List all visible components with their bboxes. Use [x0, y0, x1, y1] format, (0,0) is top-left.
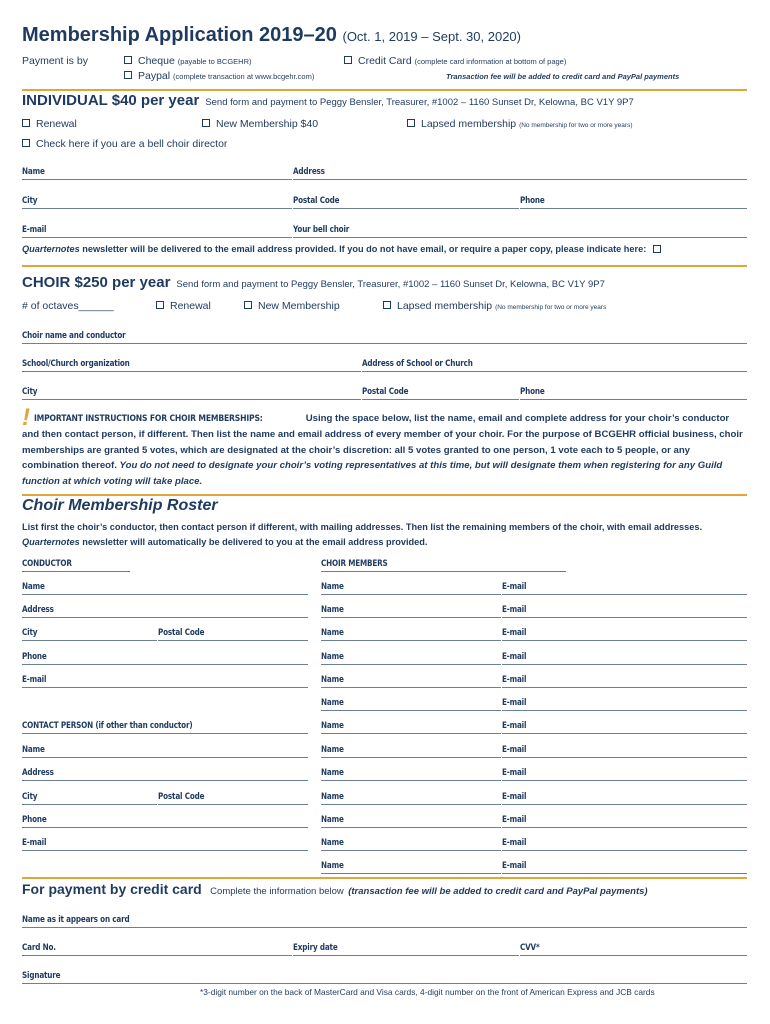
individual-name-field[interactable] — [22, 160, 292, 180]
checkbox-icon[interactable] — [22, 139, 30, 147]
contact-phone-field[interactable] — [22, 808, 308, 828]
newsletter-title: Quarternotes — [22, 244, 80, 254]
exclamation-icon: ! — [22, 404, 30, 431]
field-label: E-mail — [502, 815, 527, 825]
conductor-city-field[interactable] — [22, 621, 157, 641]
checkbox-icon[interactable] — [344, 56, 352, 64]
field-label: Name as it appears on card — [22, 915, 130, 925]
newsletter-title: Quarternotes — [22, 537, 80, 547]
field-label: Address of School or Church — [362, 359, 473, 369]
field-label: Name — [321, 768, 344, 778]
column-header: CHOIR MEMBERS — [321, 559, 388, 569]
checkbox-icon[interactable] — [156, 301, 164, 309]
field-label: Name — [321, 675, 344, 685]
field-label: E-mail — [502, 768, 527, 778]
individual-phone-field[interactable] — [520, 189, 747, 209]
fee-note: Transaction fee will be added to credit card and PayPal payments — [446, 72, 680, 81]
conductor-email-field[interactable] — [22, 668, 308, 688]
member-email-field[interactable] — [502, 668, 747, 688]
divider — [22, 265, 747, 267]
member-email-field[interactable] — [502, 738, 747, 758]
field-label: Address — [22, 605, 54, 615]
payment-label: Payment is by — [22, 55, 88, 67]
conductor-address-field[interactable] — [22, 598, 308, 618]
checkbox-icon[interactable] — [22, 119, 30, 127]
member-email-field[interactable] — [502, 645, 747, 665]
field-label: Expiry date — [293, 943, 338, 953]
member-name-field[interactable] — [321, 738, 501, 758]
member-name-field[interactable] — [321, 854, 501, 874]
individual-renewal-option[interactable] — [22, 118, 77, 130]
field-label: Address — [293, 167, 325, 177]
member-email-field[interactable] — [502, 598, 747, 618]
section-label: CONTACT PERSON (if other than conductor) — [22, 721, 193, 731]
member-email-field[interactable] — [502, 854, 747, 874]
instructions-voting-note: You do not need to designate your choir’s voting representatives at this time, but will designate them when registering for any Guild function at which voting will take place. — [22, 460, 723, 487]
choir-lapsed-option[interactable] — [383, 300, 606, 312]
field-label: E-mail — [502, 582, 527, 592]
checkbox-icon[interactable] — [124, 71, 132, 79]
lapsed-note: (No membership for two or more years — [495, 304, 607, 311]
newsletter-note — [22, 244, 667, 254]
choir-postal-field[interactable] — [362, 380, 519, 400]
paper-copy-checkbox[interactable] — [653, 245, 661, 253]
field-label: E-mail — [502, 675, 527, 685]
field-label: E-mail — [502, 605, 527, 615]
roster-heading: Choir Membership Roster — [22, 497, 218, 514]
field-label: School/Church organization — [22, 359, 130, 369]
card-name-field[interactable] — [22, 908, 747, 928]
column-header: CONDUCTOR — [22, 559, 72, 569]
field-label: E-mail — [502, 628, 527, 638]
field-label: Card No. — [22, 943, 56, 953]
field-label: Your bell choir — [293, 225, 350, 235]
field-label: Choir name and conductor — [22, 331, 126, 341]
field-label: Signature — [22, 971, 61, 981]
members-header — [321, 552, 566, 572]
cvv-footnote: *3-digit number on the back of MasterCard and Visa cards, 4-digit number on the front of American Express and JCB cards — [200, 987, 655, 997]
member-name-field[interactable] — [321, 785, 501, 805]
field-label: E-mail — [502, 745, 527, 755]
member-name-field[interactable] — [321, 808, 501, 828]
paypal-note: (complete transaction at www.bcgehr.com) — [173, 72, 315, 81]
member-name-field[interactable] — [321, 761, 501, 781]
individual-address-field[interactable] — [293, 160, 747, 180]
field-label: City — [22, 196, 38, 206]
field-label: E-mail — [502, 721, 527, 731]
field-label: Name — [321, 652, 344, 662]
field-label: E-mail — [502, 861, 527, 871]
choir-name-field[interactable] — [22, 324, 747, 344]
contact-address-field[interactable] — [22, 761, 308, 781]
checkbox-icon[interactable] — [124, 56, 132, 64]
individual-email-field[interactable] — [22, 218, 292, 238]
field-label: Name — [22, 582, 45, 592]
bell-director-label: Check here if you are a bell choir director — [36, 138, 228, 150]
conductor-header — [22, 552, 130, 572]
choir-renewal-option[interactable] — [156, 300, 211, 312]
field-label: Name — [321, 721, 344, 731]
member-name-field[interactable] — [321, 598, 501, 618]
card-cvv-field[interactable] — [520, 936, 747, 956]
field-label: E-mail — [22, 838, 47, 848]
individual-city-field[interactable] — [22, 189, 292, 209]
member-email-field[interactable] — [502, 714, 747, 734]
member-email-field[interactable] — [502, 785, 747, 805]
card-note: Complete the information below — [210, 886, 344, 897]
cheque-label: Cheque — [138, 55, 175, 67]
choir-city-field[interactable] — [22, 380, 361, 400]
field-label: E-mail — [22, 675, 47, 685]
school-field[interactable] — [22, 352, 361, 372]
member-email-field[interactable] — [502, 621, 747, 641]
card-expiry-field[interactable] — [293, 936, 519, 956]
field-label: E-mail — [502, 792, 527, 802]
new-membership-label: New Membership $40 — [216, 118, 319, 130]
conductor-name-field[interactable] — [22, 575, 308, 595]
individual-postal-field[interactable] — [293, 189, 519, 209]
checkbox-icon[interactable] — [407, 119, 415, 127]
field-label: E-mail — [502, 652, 527, 662]
contact-email-field[interactable] — [22, 831, 308, 851]
individual-heading-text: INDIVIDUAL $40 per year — [22, 92, 200, 109]
field-label: City — [22, 792, 38, 802]
field-label: City — [22, 387, 38, 397]
form-title: Membership Application 2019–20 — [22, 24, 337, 46]
member-email-field[interactable] — [502, 831, 747, 851]
choir-new-option[interactable] — [244, 300, 340, 312]
contact-city-field[interactable] — [22, 785, 157, 805]
newsletter-text: newsletter will be delivered to the email address provided. If you do not have email, or require a paper copy, please indicate here: — [79, 244, 647, 254]
bell-director-option[interactable] — [22, 138, 227, 150]
individual-instruction: Send form and payment to Peggy Bensler, Treasurer, #1002 – 1160 Sunset Dr, Kelowna, BC V1Y 9P7 — [205, 97, 634, 108]
divider — [22, 877, 747, 879]
card-number-field[interactable] — [22, 936, 292, 956]
member-email-field[interactable] — [502, 575, 747, 595]
field-label: Address — [22, 768, 54, 778]
individual-heading — [22, 92, 634, 109]
member-email-field[interactable] — [502, 691, 747, 711]
divider — [22, 494, 747, 496]
field-label: Name — [22, 167, 45, 177]
field-label: Name — [321, 698, 344, 708]
field-label: Postal Code — [158, 628, 205, 638]
contact-header — [22, 714, 308, 734]
instructions-text: Using the space below, list the name, email and complete address for your choir’s conductor and then contact person, if different. Then list the name and email address of every member of your choir. For the purpose of BCGEHR official business, choir memberships are granted 5 votes, which are designated at the choir’s discretion: all 5 votes granted to one person, 1 vote each to 5 people, or any combination thereof. — [22, 413, 743, 472]
member-email-field[interactable] — [502, 808, 747, 828]
signature-field[interactable] — [22, 964, 747, 984]
contact-postal-field[interactable] — [158, 785, 308, 805]
paypal-option[interactable] — [124, 70, 314, 82]
field-label: Name — [321, 838, 344, 848]
field-label: Phone — [520, 387, 545, 397]
field-label: Name — [321, 605, 344, 615]
choir-instructions — [22, 406, 747, 489]
field-label: CVV* — [520, 943, 540, 953]
card-heading — [22, 881, 648, 899]
conductor-phone-field[interactable] — [22, 645, 308, 665]
individual-bell-choir-field[interactable] — [293, 218, 747, 238]
member-name-field[interactable] — [321, 575, 501, 595]
contact-name-field[interactable] — [22, 738, 308, 758]
roster-intro-text-2: newsletter will automatically be delivered to you at the email address provided. — [79, 537, 428, 547]
member-name-field[interactable] — [321, 645, 501, 665]
instructions-lead: IMPORTANT INSTRUCTIONS FOR CHOIR MEMBERSHIPS: — [34, 414, 263, 424]
divider — [22, 89, 747, 91]
field-label: City — [22, 628, 38, 638]
field-label: Name — [321, 628, 344, 638]
credit-card-option[interactable] — [344, 55, 566, 67]
field-label: Name — [321, 745, 344, 755]
member-name-field[interactable] — [321, 668, 501, 688]
octaves-field[interactable]: # of octaves______ — [22, 300, 114, 312]
field-label: E-mail — [502, 838, 527, 848]
member-name-field[interactable] — [321, 714, 501, 734]
card-fee-note: (transaction fee will be added to credit card and PayPal payments) — [348, 886, 648, 897]
lapsed-label: Lapsed membership — [421, 118, 517, 130]
field-label: Postal Code — [293, 196, 340, 206]
cheque-note: (payable to BCGEHR) — [177, 57, 252, 66]
choir-instruction: Send form and payment to Peggy Bensler, Treasurer, #1002 – 1160 Sunset Dr, Kelowna, BC V1Y 9P7 — [176, 279, 605, 290]
card-heading-text: For payment by credit card — [22, 881, 202, 897]
field-label: Postal Code — [158, 792, 205, 802]
cheque-option[interactable] — [124, 55, 251, 67]
credit-card-note: (complete card information at bottom of page) — [414, 57, 567, 66]
field-label: Phone — [22, 652, 47, 662]
field-label: Name — [321, 815, 344, 825]
checkbox-icon[interactable] — [202, 119, 210, 127]
renewal-label: Renewal — [170, 300, 211, 312]
conductor-postal-field[interactable] — [158, 621, 308, 641]
checkbox-icon[interactable] — [244, 301, 252, 309]
member-name-field[interactable] — [321, 691, 501, 711]
field-label: E-mail — [502, 698, 527, 708]
field-label: Name — [321, 861, 344, 871]
field-label: Phone — [22, 815, 47, 825]
member-name-field[interactable] — [321, 831, 501, 851]
school-address-field[interactable] — [362, 352, 747, 372]
page-title — [22, 24, 521, 47]
choir-heading — [22, 274, 605, 291]
credit-card-label: Credit Card — [358, 55, 412, 67]
lapsed-note: (No membership for two or more years) — [519, 122, 633, 129]
field-label: E-mail — [22, 225, 47, 235]
field-label: Name — [22, 745, 45, 755]
individual-lapsed-option[interactable] — [407, 118, 632, 130]
field-label: Phone — [520, 196, 545, 206]
lapsed-label: Lapsed membership — [397, 300, 493, 312]
choir-phone-field[interactable] — [520, 380, 747, 400]
renewal-label: Renewal — [36, 118, 77, 130]
membership-dates: (Oct. 1, 2019 – Sept. 30, 2020) — [342, 29, 521, 44]
roster-intro-text: List first the choir’s conductor, then contact person if different, with mailing addresses. Then list the remaining members of the choir, with email addresses. — [22, 522, 703, 532]
paypal-label: Paypal — [138, 70, 171, 82]
member-name-field[interactable] — [321, 621, 501, 641]
checkbox-icon[interactable] — [383, 301, 391, 309]
new-membership-label: New Membership — [258, 300, 340, 312]
individual-new-option[interactable] — [202, 118, 318, 130]
field-label: Postal Code — [362, 387, 409, 397]
field-label: Name — [321, 792, 344, 802]
roster-intro — [22, 520, 747, 550]
field-label: Name — [321, 582, 344, 592]
member-email-field[interactable] — [502, 761, 747, 781]
choir-heading-text: CHOIR $250 per year — [22, 274, 171, 291]
